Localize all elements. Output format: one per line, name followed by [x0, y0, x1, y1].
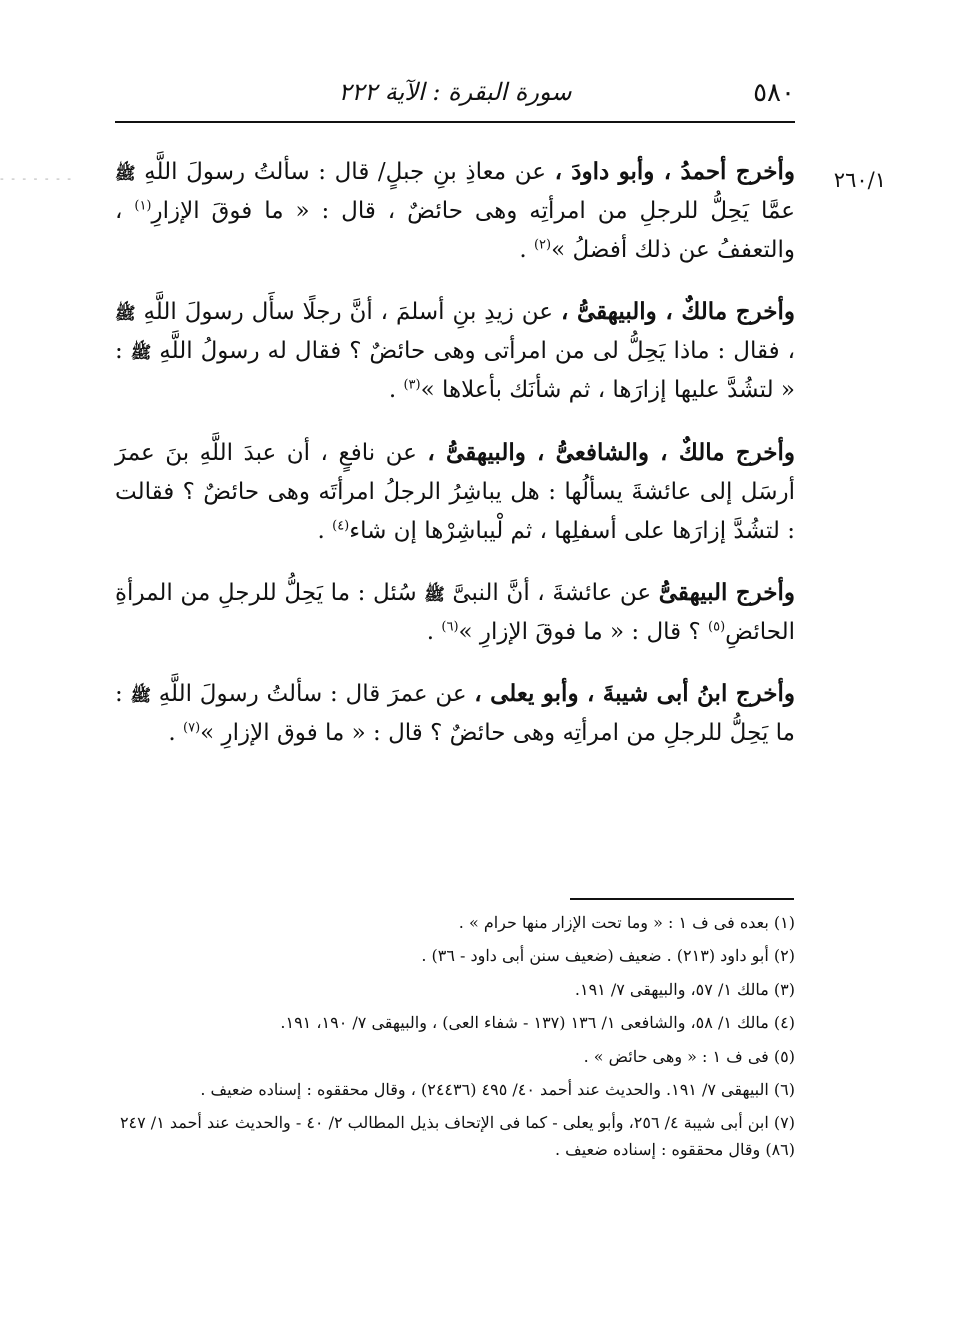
- footnote: (٤) مالك ١/ ٥٨، والشافعى ١/ ١٣٦ (١٣٧ - شفاء العى) ، والبيهقى ٧/ ١٩٠، ١٩١.: [280, 1013, 795, 1033]
- text-run: ، فقال : ماذا يَحِلُّ لى من امرأتى وهى حائضٌ ؟ فقال له رسولُ اللَّهِ: [151, 338, 795, 365]
- paragraph-lead: وأخرج أحمدُ ، وأبو داودَ ،: [554, 158, 795, 185]
- text-run: : « لتشُدَّ عليها إزارَها ، ثم شأنَك بأعلاها »: [115, 338, 795, 404]
- footnote-marker: (٤): [332, 518, 350, 534]
- paragraph: [115, 433, 795, 551]
- footnote: (٥) فى ف ١ : « وهى حائض » .: [583, 1046, 795, 1066]
- paragraph: [115, 573, 795, 652]
- text-run: عن نافعٍ ، أن عبدَ اللَّهِ بنَ عمرَ أرسَل إلى عائشةَ يسألُها : هل يباشِرُ الرجلُ امرأتَه وهى حائضٌ ؟ فقالت : لتشُدَّ إزارَها على أسفلِها ، ثم لْيباشِرْها إن شاء: [115, 439, 795, 544]
- honorific-glyph: ﷺ: [130, 343, 152, 364]
- text-run: عن عائشةَ ، أنَّ النبىَّ: [444, 579, 659, 606]
- text-run: عن زيدِ بنِ أسلمَ ، أنَّ رجلًا سأَل رسولَ اللَّهِ: [135, 299, 561, 326]
- page-header: [115, 78, 795, 118]
- text-run: .: [519, 237, 534, 264]
- footnote: (٢) أبو داود (٢١٣) . ضعيف (ضعيف سنن أبى داود - ٣٦) .: [421, 946, 795, 966]
- paragraph-lead: وأخرج مالكٌ ، والشافعىُّ ، والبيهقىُّ ،: [427, 438, 795, 466]
- footnote-marker: (٣): [403, 377, 421, 393]
- stray-mark: - - - - - - -: [0, 172, 73, 185]
- footnote: (٦) البيهقى ٧/ ١٩١. والحديث عند أحمد ٤٠/ ٤٩٥ (٢٤٤٣٦) ، وقال محققوه : إسناده ضعيف .: [200, 1079, 795, 1099]
- footnote-rule: [570, 898, 794, 900]
- footnote: (٧) ابن أبى شيبة ٤/ ٢٥٦، وأبو يعلى - كما فى الإتحاف بذيل المطالب ٢/ ٤٠ - والحديث عند أحمد ١/ ٢٤٧ (٨٦) وقال محققوه : إسناده ضعيف .: [119, 1113, 795, 1159]
- text-run: عمَّا يَحِلُّ للرجلِ من امرأتِه وهى حائضٌ ، قال : « ما فوقَ الإزارِ: [151, 198, 795, 225]
- text-run: سُئل : ما يَحِلُّ للرجلِ من المرأةِ الحائضِ: [115, 579, 795, 645]
- page-number: ٥٨٠: [753, 78, 795, 108]
- footnote-marker: (١): [134, 198, 152, 214]
- paragraph-lead: وأخرج البيهقىُّ: [658, 578, 796, 606]
- honorific-glyph: ﷺ: [424, 584, 445, 605]
- paragraph-lead: وأخرج ابنُ أبى شيبةَ ، وأبو يعلى ،: [474, 680, 795, 708]
- footnote-marker: (٥): [708, 619, 726, 635]
- paragraph: [115, 674, 795, 753]
- paragraph: [115, 292, 795, 410]
- text-run: : ما يَحِلُّ للرجلِ من امرأتِه وهى حائضٌ ؟ قال : « ما فوق الإزارِ »: [115, 681, 795, 747]
- honorific-glyph: ﷺ: [115, 304, 136, 325]
- main-text: [115, 152, 795, 775]
- honorific-glyph: ﷺ: [130, 686, 152, 707]
- header-rule: [115, 121, 795, 123]
- text-run: ، والتعففُ عن ذلك أفضلُ »: [115, 198, 795, 264]
- paragraph: [115, 152, 795, 270]
- text-run: عن معاذِ بنِ جبلٍ/ قال : سألتُ رسولَ اللَّهِ: [135, 159, 555, 185]
- text-run: .: [426, 618, 442, 645]
- paragraph-lead: وأخرج مالكٌ ، والبيهقىُّ ،: [560, 298, 795, 326]
- text-run: .: [388, 377, 404, 404]
- footnote-marker: (٧): [183, 720, 201, 736]
- running-title: سورة البقرة : الآية ٢٢٢: [338, 78, 572, 106]
- text-run: عن عمرَ قال : سألتُ رسولَ اللَّهِ: [151, 681, 475, 708]
- footnotes: [115, 910, 795, 1170]
- footnote-marker: (٢): [533, 237, 552, 253]
- footnote-marker: (٦): [441, 619, 459, 635]
- margin-reference: ٢٦٠/١: [833, 168, 886, 192]
- honorific-glyph: ﷺ: [115, 164, 136, 184]
- footnote: (١) بعده فى ف ١ : « وما تحت الإزار منها حرام » .: [458, 913, 795, 932]
- text-run: .: [168, 720, 184, 747]
- footnote: (٣) مالك ١/ ٥٧، والبيهقى ٧/ ١٩١.: [574, 979, 795, 999]
- text-run: .: [317, 517, 333, 544]
- text-run: ؟ قال : « ما فوقَ الإزارِ »: [458, 618, 709, 645]
